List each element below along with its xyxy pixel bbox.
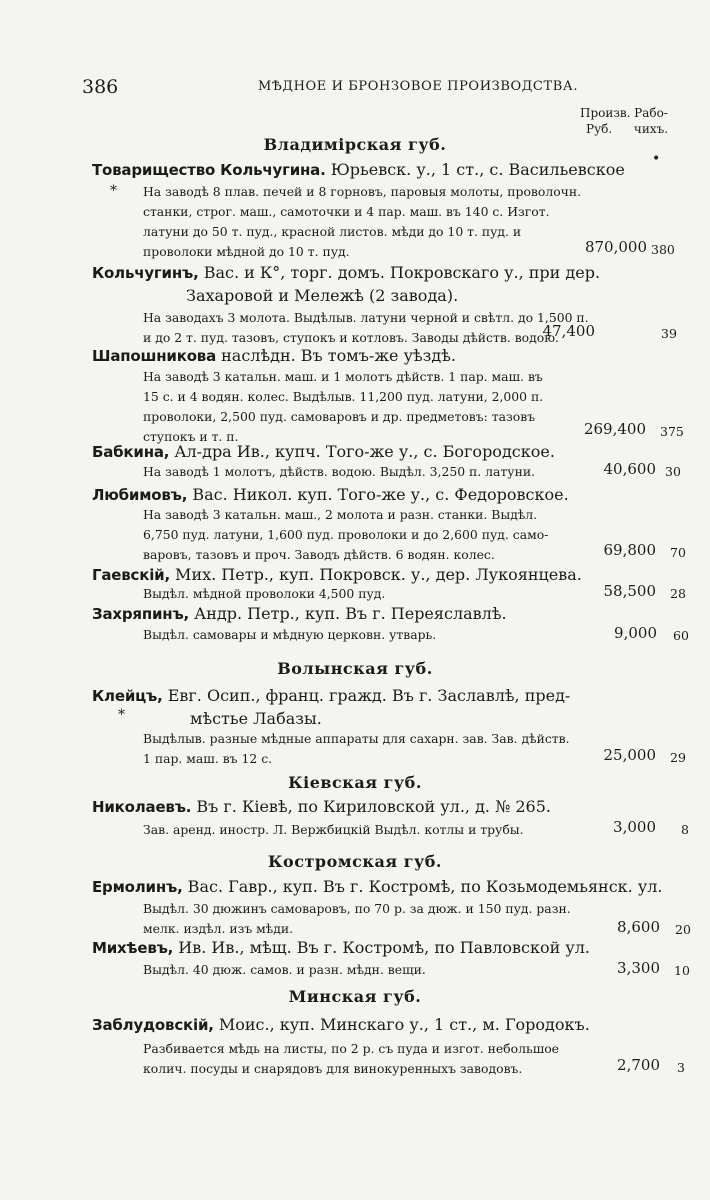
entry-mark: *	[110, 183, 117, 199]
entry-heading	[92, 346, 456, 365]
entry-name: Товарищество Кольчугина.	[92, 161, 326, 179]
production-value: 870,000	[584, 238, 647, 256]
entry-name: Заблудовскій,	[92, 1016, 214, 1034]
entry-description: На заводѣ 1 молотъ, дѣйств. водою. Выдѣл. 3,250 п. латуни.	[143, 464, 536, 479]
workers-value: 8	[681, 822, 689, 837]
entry-details: Евг. Осип., франц. гражд. Въ г. Заславлѣ, пред-	[162, 686, 571, 705]
production-value: 9,000	[614, 624, 657, 642]
production-value: 69,800	[603, 541, 656, 559]
entry-description: Выдѣлыв. разные мѣдные аппараты для сахарн. зав. Зав. дѣйств. 1 пар. маш. въ 12 с.	[143, 731, 570, 766]
entry-details: Юрьевск. у., 1 ст., с. Васильевское	[325, 160, 625, 179]
entry-details: Ал-дра Ив., купч. Того-же у., с. Богородское.	[169, 442, 555, 461]
region-heading: Владимірская губ.	[263, 135, 447, 154]
entry-mark: *	[118, 707, 125, 723]
entry-name: Михѣевъ,	[92, 939, 174, 957]
entry-details: Вас. Гавр., куп. Въ г. Костромѣ, по Козьмодемьянск. ул.	[182, 877, 663, 896]
entry-description: Выдѣл. самовары и мѣдную церковн. утварь.	[143, 627, 437, 642]
running-title: МѢДНОЕ И БРОНЗОВОЕ ПРОИЗВОДСТВА.	[258, 79, 579, 94]
entry-heading-continuation: мѣстье Лабазы.	[190, 709, 322, 728]
entry-name: Захряпинъ,	[92, 605, 190, 623]
entry-heading-continuation: Захаровой и Мележѣ (2 завода).	[186, 286, 459, 305]
entry-description: На заводахъ 3 молота. Выдѣлыв. латуни черной и свѣтл. до 1,500 п. и до 2 т. пуд. тазовъ, ступокъ и котловъ. Заводы дѣйств. водою.	[143, 310, 589, 345]
production-value: 58,500	[603, 582, 656, 600]
entry-heading	[92, 877, 663, 896]
entry-description: На заводѣ 3 катальн. маш. и 1 молотъ дѣйств. 1 пар. маш. въ 15 с. и 4 водян. колес. Выдѣлыв. 11,200 пуд. латуни, 2,000 п. проволоки, 2,500 пуд. самоваровъ и др. предметовъ: тазовъ ступокъ и т. п.	[143, 369, 544, 444]
entry-description: Выдѣл. 30 дюжинъ самоваровъ, по 70 р. за дюж. и 150 пуд. разн. мелк. издѣл. изъ мѣди.	[143, 901, 571, 936]
workers-value: 70	[670, 545, 686, 560]
workers-value: 30	[665, 464, 681, 479]
entry-details: Вас. Никол. куп. Того-же у., с. Федоровское.	[187, 485, 569, 504]
region-heading: Костромская губ.	[268, 852, 442, 871]
page-number: 386	[82, 76, 119, 98]
entry-heading	[92, 686, 570, 705]
workers-value: 28	[670, 586, 686, 601]
workers-value: 29	[670, 750, 686, 765]
entry-name: Гаевскій,	[92, 566, 170, 584]
entry-details: Въ г. Кіевѣ, по Кириловской ул., д. № 265.	[191, 797, 551, 816]
workers-value: 20	[675, 922, 691, 937]
entry-details: Моис., куп. Минскаго у., 1 ст., м. Городокъ.	[213, 1015, 590, 1034]
region-heading: Минская губ.	[288, 987, 422, 1006]
production-header-line1: Произв.	[580, 106, 631, 120]
workers-value: 39	[661, 326, 677, 341]
workers-header-line1: Рабо-	[634, 106, 668, 120]
entry-heading	[92, 797, 551, 816]
entry-description: Зав. аренд. иностр. Л. Вержбицкій Выдѣл. котлы и трубы.	[143, 822, 524, 837]
entry-name: Шапошникова	[92, 347, 217, 365]
entry-name: Клейцъ,	[92, 687, 163, 705]
entry-heading	[92, 442, 555, 461]
production-value: 3,000	[613, 818, 656, 836]
production-value: 40,600	[603, 460, 656, 478]
entry-heading	[92, 263, 600, 282]
workers-value: 3	[677, 1060, 685, 1075]
production-value: 2,700	[617, 1056, 660, 1074]
entry-details: Ив. Ив., мѣщ. Въ г. Костромѣ, по Павловской ул.	[173, 938, 591, 957]
workers-value: 60	[673, 628, 689, 643]
entry-heading	[92, 604, 507, 623]
entry-heading	[92, 160, 625, 179]
entry-description: На заводѣ 3 катальн. маш., 2 молота и разн. станки. Выдѣл. 6,750 пуд. латуни, 1,600 пуд. проволоки и до 2,600 пуд. само- варовъ, тазовъ и проч. Заводъ дѣйств. 6 водян. колес.	[143, 507, 549, 562]
workers-header-line2: чихъ.	[633, 122, 669, 136]
entry-description: Разбивается мѣдь на листы, по 2 р. съ пуда и изгот. небольшое колич. посуды и снарядовъ для винокуренныхъ заводовъ.	[143, 1041, 560, 1076]
entry-details: Андр. Петр., куп. Въ г. Переяславлѣ.	[189, 604, 507, 623]
region-heading: Кіевская губ.	[288, 773, 422, 792]
entry-heading	[92, 485, 569, 504]
workers-column-header	[627, 105, 675, 137]
entry-name: Николаевъ.	[92, 798, 192, 816]
production-value: 269,400	[583, 420, 646, 438]
entry-details: Вас. и К°, торг. домъ. Покровскаго у., при дер.	[198, 263, 601, 282]
entry-name: Любимовъ,	[92, 486, 188, 504]
entry-name: Кольчугинъ,	[92, 264, 199, 282]
production-value: 3,300	[617, 959, 660, 977]
workers-value: 10	[674, 963, 690, 978]
entry-heading	[92, 938, 590, 957]
entry-name: Ермолинъ,	[92, 878, 183, 896]
entry-heading	[92, 565, 582, 584]
production-value: 47,400	[542, 322, 595, 340]
entry-description: Выдѣл. мѣдной проволоки 4,500 пуд.	[143, 586, 386, 601]
region-heading: Волынская губ.	[277, 659, 433, 678]
production-value: 8,600	[617, 918, 660, 936]
workers-value: 375	[660, 424, 684, 439]
entry-details: наслѣдн. Въ томъ-же уѣздѣ.	[216, 346, 456, 365]
print-dot: •	[652, 151, 661, 167]
entry-description: Выдѣл. 40 дюж. самов. и разн. мѣдн. вещи.	[143, 962, 426, 977]
entry-heading	[92, 1015, 590, 1034]
workers-value: 380	[651, 242, 675, 257]
production-value: 25,000	[603, 746, 656, 764]
production-column-header	[580, 105, 630, 137]
production-header-line2: Руб.	[586, 122, 613, 136]
entry-name: Бабкина,	[92, 443, 170, 461]
entry-details: Мих. Петр., куп. Покровск. у., дер. Лукоянцева.	[169, 565, 582, 584]
entry-description: На заводѣ 8 плав. печей и 8 горновъ, паровыя молоты, проволочн. станки, строг. маш., самоточки и 4 пар. маш. въ 140 с. Изгот. латуни до 50 т. пуд., красной листов. мѣди до 10 т. пуд. и проволоки мѣдной до 10 т. пуд.	[143, 184, 582, 259]
